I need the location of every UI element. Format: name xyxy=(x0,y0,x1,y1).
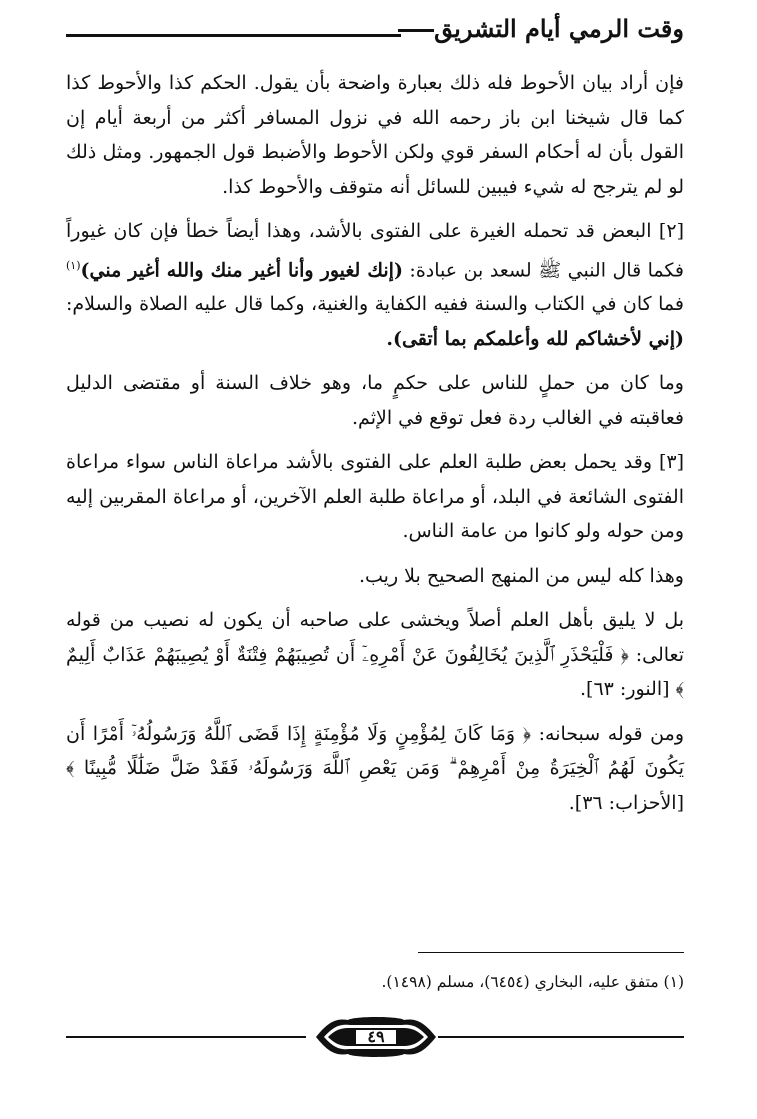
paragraph xyxy=(66,214,684,356)
text-run: وهذا كله ليس من المنهج الصحيح بلا ريب. xyxy=(358,564,684,587)
text-run: وما كان من حملٍ للناس على حكمٍ ما، وهو خلاف السنة أو مقتضى الدليل فعاقبته في الغالب ردة فعل توقع في الإثم. xyxy=(66,372,684,429)
page-body xyxy=(66,66,684,820)
text-run: فإن أراد بيان الأحوط فله ذلك بعبارة واضحة بأن يقول. الحكم كذا والأحوط كذا كما قال شيخنا ابن باز رحمه الله في نزول المسافر أكثر من أربعة أيام إن القول بأن له أحكام السفر قوي ولكن الأحوط والأضبط قول الجمهور. ومثل ذلك لو لم يترجح له شيء فيبين للسائل أنه متوقف والأحوط كذا. xyxy=(66,72,684,198)
header-rule xyxy=(66,34,401,37)
footer-rule-left xyxy=(66,1036,306,1038)
paragraph xyxy=(66,603,684,707)
footnote-rule xyxy=(418,952,684,953)
footnote: (١) متفق عليه، البخاري (٦٤٥٤)، مسلم (١٤٩٨). xyxy=(381,973,684,991)
paragraph xyxy=(66,366,684,435)
paragraph xyxy=(66,717,684,821)
footer-rule-right xyxy=(438,1036,684,1038)
running-header xyxy=(66,14,684,58)
paragraph xyxy=(66,66,684,204)
text-run: [٢] البعض قد تحمله الغيرة على الفتوى بالأشد، وهذا أيضاً خطأ فإن كان غيوراً فكما قال النبي ﷺ لسعد بن عبادة: xyxy=(66,220,684,281)
text-run: بل لا يليق بأهل العلم أصلاً ويخشى على صاحبه أن يكون له نصيب من قوله تعالى: ﴿ فَلْيَحْذَرِ ٱلَّذِينَ يُخَالِفُونَ عَنْ أَمْرِهِۦٓ أَن تُصِيبَهُمْ فِتْنَةٌ أَوْ يُصِيبَهُمْ عَذَابٌ أَلِيمٌ ﴾ [النور: ٦٣]. xyxy=(66,609,684,701)
hadith-quote: (إني لأخشاكم لله وأعلمكم بما أتقى). xyxy=(386,327,684,350)
header-title: وقت الرمي أيام التشريق xyxy=(434,14,684,43)
text-run: ومن قوله سبحانه: ﴿ وَمَا كَانَ لِمُؤْمِنٍ وَلَا مُؤْمِنَةٍ إِذَا قَضَى ٱللَّهُ وَرَسُولُهُۥٓ أَمْرًا أَن يَكُونَ لَهُمُ ٱلْخِيَرَةُ مِنْ أَمْرِهِمْ ۗ وَمَن يَعْصِ ٱللَّهَ وَرَسُولَهُۥ فَقَدْ ضَلَّ ضَلَٰلًا مُّبِينًا ﴾ [الأحزاب: ٣٦]. xyxy=(66,722,684,814)
hadith-quote: (إنك لغيور وأنا أغير منك والله أغير مني) xyxy=(80,258,403,281)
text-run: فما كان في الكتاب والسنة ففيه الكفاية والغنية، وكما قال عليه الصلاة والسلام: xyxy=(66,293,684,316)
footnote-marker: (١) xyxy=(66,258,81,272)
page-footer xyxy=(66,1012,684,1064)
paragraph xyxy=(66,559,684,594)
text-run: [٣] وقد يحمل بعض طلبة العلم على الفتوى بالأشد مراعاة الناس سواء مراعاة الفتوى الشائعة في البلد، أو مراعاة طلبة العلم الآخرين، أو مراعاة المقربين إليه ومن حوله ولو كانوا من عامة الناس. xyxy=(66,451,684,543)
paragraph xyxy=(66,445,684,549)
header-dash xyxy=(398,29,434,32)
page-number: ٤٩ xyxy=(367,1027,385,1046)
header-title-wrap xyxy=(394,14,684,43)
